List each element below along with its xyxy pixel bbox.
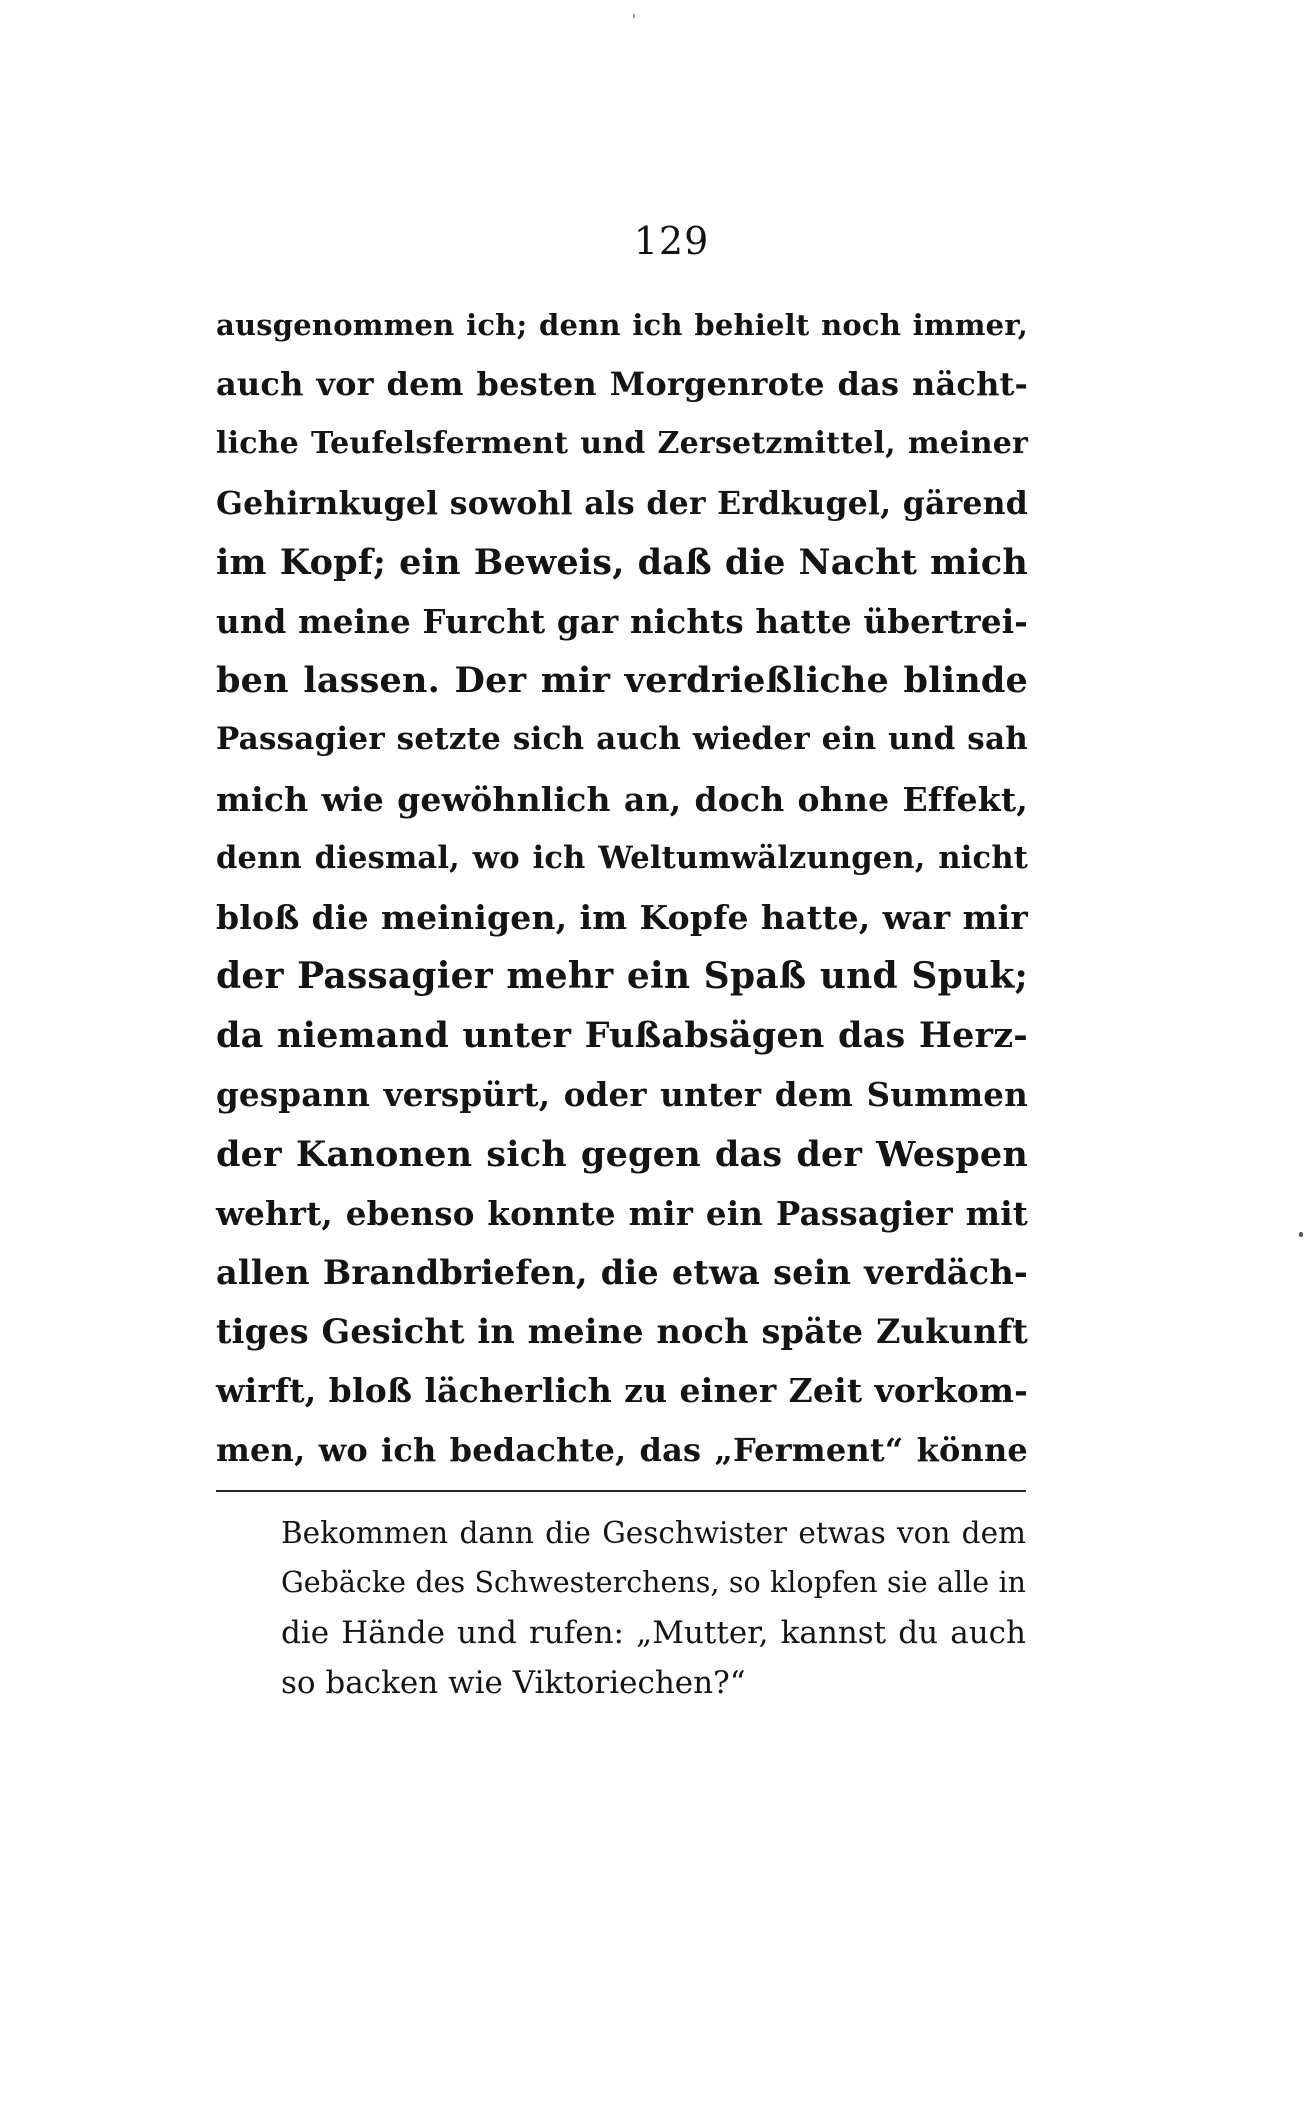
page-number: 129 — [633, 219, 710, 263]
text-line: ausgenommen ich; denn ich behielt noch immer, — [216, 308, 1028, 342]
text-line: im Kopf; ein Beweis, daß die Nacht mich — [216, 541, 1028, 583]
text-line: und meine Furcht gar nichts hatte übertrei- — [216, 601, 1028, 641]
text-line: Passagier setzte sich auch wieder ein und sah — [216, 721, 1028, 758]
footnote-line: Bekommen dann die Geschwister etwas von dem — [281, 1516, 1026, 1550]
text-line: wirft, bloß lächerlich zu einer Zeit vorkom- — [216, 1371, 1028, 1411]
text-line: denn diesmal, wo ich Weltumwälzungen, nicht — [216, 839, 1028, 876]
text-line: tiges Gesicht in meine noch späte Zukunft — [216, 1312, 1028, 1352]
text-line: mich wie gewöhnlich an, doch ohne Effekt, — [216, 779, 1028, 819]
footnote-line: so backen wie Viktoriechen?“ — [281, 1665, 746, 1701]
text-line: liche Teufelsferment und Zersetzmittel, meiner — [216, 426, 1028, 462]
text-line: men, wo ich bedachte, das „Ferment“ könne — [216, 1430, 1028, 1469]
text-line: gespann verspürt, oder unter dem Summen — [216, 1075, 1028, 1115]
text-line: ben lassen. Der mir verdrießliche blinde — [216, 660, 1028, 702]
footnote-divider — [216, 1490, 1026, 1492]
text-line: Gehirnkugel sowohl als der Erdkugel, gärend — [216, 484, 1028, 522]
text-line: wehrt, ebenso konnte mir ein Passagier mit — [216, 1193, 1028, 1233]
scan-speck — [1299, 1232, 1303, 1237]
body-text — [216, 296, 1028, 1480]
text-line: da niemand unter Fußabsägen das Herz- — [216, 1015, 1028, 1057]
text-line: der Kanonen sich gegen das der Wespen — [216, 1133, 1028, 1175]
text-line: der Passagier mehr ein Spaß und Spuk; — [216, 955, 1028, 998]
footnote-line: die Hände und rufen: „Mutter, kannst du auch — [281, 1615, 1026, 1651]
footnote — [281, 1508, 1026, 1708]
footnote-line: Gebäcke des Schwesterchens, so klopfen sie alle in — [281, 1566, 1026, 1599]
text-line: allen Brandbriefen, die etwa sein verdäch- — [216, 1253, 1028, 1292]
text-line: bloß die meinigen, im Kopfe hatte, war mir — [216, 897, 1028, 937]
text-line: auch vor dem besten Morgenrote das nächt- — [216, 365, 1028, 404]
scan-speck — [633, 14, 635, 18]
